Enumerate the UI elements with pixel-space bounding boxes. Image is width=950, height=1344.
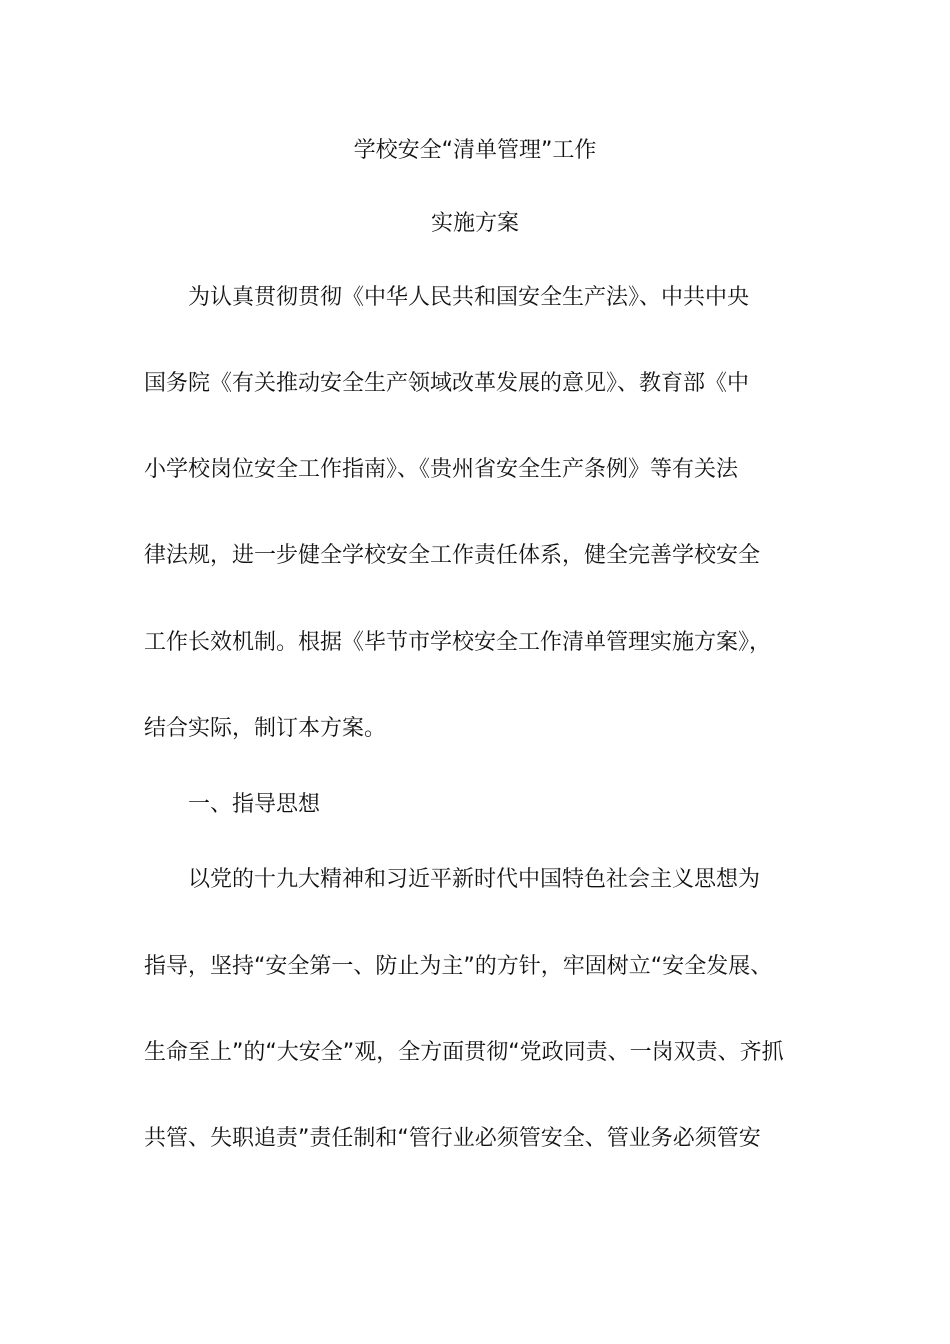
paragraph-line: 以党的十九大精神和习近平新时代中国特色社会主义思想为 — [188, 867, 761, 892]
document-subtitle: 实施方案 — [430, 211, 519, 236]
paragraph-line: 结合实际，制订本方案。 — [144, 716, 387, 741]
paragraph-line: 为认真贯彻贯彻《中华人民共和国安全生产法》、中共中央 — [188, 285, 750, 310]
paragraph-line: 国务院《有关推动安全生产领域改革发展的意见》、教育部《中 — [144, 371, 750, 396]
paragraph-line: 生命至上”的“大安全”观，全方面贯彻“党政同责、一岗双责、齐抓 — [144, 1040, 784, 1065]
paragraph-line: 指导，坚持“安全第一、防止为主”的方针，牢固树立“安全发展、 — [144, 954, 773, 979]
paragraph-line: 律法规，进一步健全学校安全工作责任体系，健全完善学校安全 — [144, 543, 761, 568]
paragraph-line: 共管、失职追责”责任制和“管行业必须管安全、管业务必须管安 — [144, 1126, 761, 1151]
section-heading: 一、指导思想 — [188, 792, 321, 817]
document-title: 学校安全“清单管理”工作 — [353, 138, 597, 163]
paragraph-line: 工作长效机制。根据《毕节市学校安全工作清单管理实施方案》， — [144, 630, 772, 655]
paragraph-line: 小学校岗位安全工作指南》、《贵州省安全生产条例》等有关法 — [144, 457, 739, 482]
